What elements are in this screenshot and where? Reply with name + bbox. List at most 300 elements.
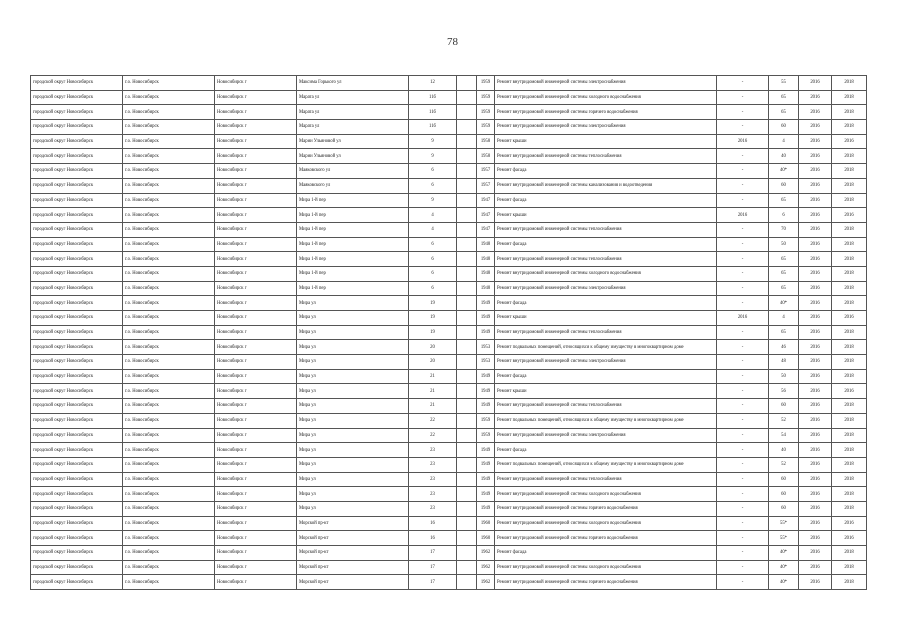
cell-spacer bbox=[457, 399, 477, 414]
cell-start-year: 2016 bbox=[799, 487, 832, 502]
cell-municipality: городской округ Новосибирск bbox=[31, 531, 123, 546]
cell-street: Маяковского ул bbox=[297, 178, 409, 193]
cell-volume: - bbox=[717, 149, 769, 164]
cell-year: 1959 bbox=[477, 120, 495, 135]
table-row bbox=[31, 325, 867, 340]
cell-year: 1958 bbox=[477, 134, 495, 149]
cell-volume: - bbox=[717, 575, 769, 590]
cell-municipality: городской округ Новосибирск bbox=[31, 575, 123, 590]
table-row bbox=[31, 120, 867, 135]
cell-start-year: 2016 bbox=[799, 252, 832, 267]
cell-settlement: г.о. Новосибирск bbox=[123, 120, 215, 135]
cell-settlement: г.о. Новосибирск bbox=[123, 457, 215, 472]
cell-municipality: городской округ Новосибирск bbox=[31, 178, 123, 193]
table-row bbox=[31, 252, 867, 267]
cell-work: Ремонт фасада bbox=[495, 546, 717, 561]
cell-year: 1962 bbox=[477, 546, 495, 561]
cell-year: 1949 bbox=[477, 457, 495, 472]
cell-volume: - bbox=[717, 340, 769, 355]
cell-work: Ремонт крыши bbox=[495, 384, 717, 399]
cell-city: Новосибирск г bbox=[215, 266, 297, 281]
table-row bbox=[31, 134, 867, 149]
cell-settlement: г.о. Новосибирск bbox=[123, 252, 215, 267]
table-row bbox=[31, 575, 867, 590]
cell-start-year: 2016 bbox=[799, 76, 832, 91]
cell-start-year: 2016 bbox=[799, 134, 832, 149]
cell-cost: 60 bbox=[769, 120, 799, 135]
cell-work: Ремонт фасада bbox=[495, 237, 717, 252]
cell-municipality: городской округ Новосибирск bbox=[31, 472, 123, 487]
cell-end-year: 2018 bbox=[832, 575, 867, 590]
cell-city: Новосибирск г bbox=[215, 384, 297, 399]
cell-city: Новосибирск г bbox=[215, 355, 297, 370]
cell-cost: 55* bbox=[769, 531, 799, 546]
cell-spacer bbox=[457, 208, 477, 223]
cell-settlement: г.о. Новосибирск bbox=[123, 164, 215, 179]
cell-start-year: 2016 bbox=[799, 531, 832, 546]
cell-year: 1958 bbox=[477, 149, 495, 164]
table-row bbox=[31, 178, 867, 193]
table-row bbox=[31, 296, 867, 311]
cell-street: Мира ул bbox=[297, 296, 409, 311]
cell-work: Ремонт крыши bbox=[495, 134, 717, 149]
cell-municipality: городской округ Новосибирск bbox=[31, 208, 123, 223]
cell-spacer bbox=[457, 560, 477, 575]
cell-work: Ремонт внутридомовой инженерной системы холодного водоснабжения bbox=[495, 487, 717, 502]
cell-house-no: 23 bbox=[409, 457, 457, 472]
cell-end-year: 2018 bbox=[832, 222, 867, 237]
cell-house-no: 16 bbox=[409, 516, 457, 531]
cell-volume: - bbox=[717, 501, 769, 516]
cell-spacer bbox=[457, 501, 477, 516]
cell-cost: 50 bbox=[769, 369, 799, 384]
cell-house-no: 23 bbox=[409, 443, 457, 458]
table-row bbox=[31, 546, 867, 561]
cell-municipality: городской округ Новосибирск bbox=[31, 546, 123, 561]
cell-year: 1949 bbox=[477, 501, 495, 516]
cell-settlement: г.о. Новосибирск bbox=[123, 222, 215, 237]
cell-municipality: городской округ Новосибирск bbox=[31, 164, 123, 179]
repair-schedule-table bbox=[30, 75, 867, 590]
cell-house-no: 4 bbox=[409, 222, 457, 237]
cell-city: Новосибирск г bbox=[215, 208, 297, 223]
cell-work: Ремонт фасада bbox=[495, 443, 717, 458]
cell-end-year: 2018 bbox=[832, 178, 867, 193]
table-row bbox=[31, 355, 867, 370]
table-row bbox=[31, 472, 867, 487]
cell-municipality: городской округ Новосибирск bbox=[31, 193, 123, 208]
cell-street: Марии Ульяновой ул bbox=[297, 134, 409, 149]
cell-cost: 60 bbox=[769, 501, 799, 516]
cell-street: Морской пр-кт bbox=[297, 531, 409, 546]
cell-spacer bbox=[457, 266, 477, 281]
cell-street: Мира ул bbox=[297, 443, 409, 458]
cell-spacer bbox=[457, 516, 477, 531]
cell-house-no: 20 bbox=[409, 340, 457, 355]
cell-cost: 65 bbox=[769, 325, 799, 340]
cell-end-year: 2018 bbox=[832, 546, 867, 561]
cell-start-year: 2016 bbox=[799, 355, 832, 370]
cell-street: Маяковского ул bbox=[297, 164, 409, 179]
cell-city: Новосибирск г bbox=[215, 575, 297, 590]
cell-settlement: г.о. Новосибирск bbox=[123, 208, 215, 223]
cell-cost: 55* bbox=[769, 516, 799, 531]
cell-house-no: 21 bbox=[409, 369, 457, 384]
cell-volume: - bbox=[717, 237, 769, 252]
cell-house-no: 19 bbox=[409, 296, 457, 311]
cell-end-year: 2018 bbox=[832, 501, 867, 516]
cell-cost: 65 bbox=[769, 105, 799, 120]
cell-settlement: г.о. Новосибирск bbox=[123, 281, 215, 296]
cell-settlement: г.о. Новосибирск bbox=[123, 105, 215, 120]
cell-house-no: 6 bbox=[409, 237, 457, 252]
cell-city: Новосибирск г bbox=[215, 457, 297, 472]
cell-settlement: г.о. Новосибирск bbox=[123, 76, 215, 91]
cell-settlement: г.о. Новосибирск bbox=[123, 90, 215, 105]
table-row bbox=[31, 149, 867, 164]
cell-municipality: городской округ Новосибирск bbox=[31, 222, 123, 237]
cell-street: Мира ул bbox=[297, 355, 409, 370]
cell-spacer bbox=[457, 90, 477, 105]
cell-start-year: 2016 bbox=[799, 413, 832, 428]
cell-settlement: г.о. Новосибирск bbox=[123, 546, 215, 561]
cell-cost: 40* bbox=[769, 575, 799, 590]
cell-work: Ремонт внутридомовой инженерной системы холодного водоснабжения bbox=[495, 516, 717, 531]
cell-cost: 50 bbox=[769, 237, 799, 252]
table-row bbox=[31, 487, 867, 502]
cell-city: Новосибирск г bbox=[215, 311, 297, 326]
cell-work: Ремонт внутридомовой инженерной системы теплоснабжения bbox=[495, 472, 717, 487]
cell-volume: - bbox=[717, 472, 769, 487]
cell-settlement: г.о. Новосибирск bbox=[123, 472, 215, 487]
cell-start-year: 2016 bbox=[799, 472, 832, 487]
cell-start-year: 2016 bbox=[799, 325, 832, 340]
cell-settlement: г.о. Новосибирск bbox=[123, 413, 215, 428]
cell-municipality: городской округ Новосибирск bbox=[31, 369, 123, 384]
cell-city: Новосибирск г bbox=[215, 325, 297, 340]
cell-start-year: 2016 bbox=[799, 384, 832, 399]
cell-municipality: городской округ Новосибирск bbox=[31, 487, 123, 502]
cell-volume: - bbox=[717, 443, 769, 458]
cell-volume: - bbox=[717, 120, 769, 135]
cell-work: Ремонт крыши bbox=[495, 311, 717, 326]
cell-city: Новосибирск г bbox=[215, 516, 297, 531]
cell-work: Ремонт внутридомовой инженерной системы теплоснабжения bbox=[495, 252, 717, 267]
cell-work: Ремонт внутридомовой инженерной системы электроснабжения bbox=[495, 428, 717, 443]
cell-city: Новосибирск г bbox=[215, 501, 297, 516]
cell-settlement: г.о. Новосибирск bbox=[123, 531, 215, 546]
cell-end-year: 2016 bbox=[832, 516, 867, 531]
cell-start-year: 2016 bbox=[799, 443, 832, 458]
cell-settlement: г.о. Новосибирск bbox=[123, 237, 215, 252]
cell-start-year: 2016 bbox=[799, 281, 832, 296]
cell-work: Ремонт внутридомовой инженерной системы горячего водоснабжения bbox=[495, 105, 717, 120]
cell-start-year: 2016 bbox=[799, 340, 832, 355]
cell-end-year: 2018 bbox=[832, 457, 867, 472]
cell-year: 1949 bbox=[477, 369, 495, 384]
cell-start-year: 2016 bbox=[799, 105, 832, 120]
table-row bbox=[31, 457, 867, 472]
cell-municipality: городской округ Новосибирск bbox=[31, 501, 123, 516]
cell-street: Мира ул bbox=[297, 399, 409, 414]
cell-city: Новосибирск г bbox=[215, 193, 297, 208]
cell-cost: 40 bbox=[769, 443, 799, 458]
cell-house-no: 22 bbox=[409, 428, 457, 443]
cell-work: Ремонт внутридомовой инженерной системы горячего водоснабжения bbox=[495, 575, 717, 590]
cell-settlement: г.о. Новосибирск bbox=[123, 443, 215, 458]
cell-street: Мира 1-й пер bbox=[297, 237, 409, 252]
cell-street: Марата ул bbox=[297, 90, 409, 105]
cell-end-year: 2018 bbox=[832, 399, 867, 414]
cell-work: Ремонт подвальных помещений, относящихся к общему имуществу в многоквартирном доме bbox=[495, 340, 717, 355]
cell-spacer bbox=[457, 193, 477, 208]
cell-year: 1959 bbox=[477, 413, 495, 428]
cell-city: Новосибирск г bbox=[215, 546, 297, 561]
table-row bbox=[31, 281, 867, 296]
cell-city: Новосибирск г bbox=[215, 560, 297, 575]
cell-start-year: 2016 bbox=[799, 178, 832, 193]
cell-city: Новосибирск г bbox=[215, 134, 297, 149]
table-row bbox=[31, 340, 867, 355]
cell-work: Ремонт внутридомовой инженерной системы холодного водоснабжения bbox=[495, 90, 717, 105]
cell-city: Новосибирск г bbox=[215, 531, 297, 546]
cell-city: Новосибирск г bbox=[215, 487, 297, 502]
cell-work: Ремонт фасада bbox=[495, 369, 717, 384]
cell-settlement: г.о. Новосибирск bbox=[123, 399, 215, 414]
cell-start-year: 2016 bbox=[799, 193, 832, 208]
table-row bbox=[31, 428, 867, 443]
cell-year: 1948 bbox=[477, 252, 495, 267]
cell-city: Новосибирск г bbox=[215, 296, 297, 311]
cell-settlement: г.о. Новосибирск bbox=[123, 560, 215, 575]
cell-house-no: 19 bbox=[409, 325, 457, 340]
cell-cost: 65 bbox=[769, 281, 799, 296]
cell-end-year: 2018 bbox=[832, 443, 867, 458]
cell-volume: - bbox=[717, 76, 769, 91]
cell-end-year: 2016 bbox=[832, 311, 867, 326]
cell-volume: - bbox=[717, 281, 769, 296]
cell-volume: - bbox=[717, 90, 769, 105]
cell-end-year: 2018 bbox=[832, 105, 867, 120]
cell-street: Мира ул bbox=[297, 428, 409, 443]
cell-municipality: городской округ Новосибирск bbox=[31, 443, 123, 458]
cell-municipality: городской округ Новосибирск bbox=[31, 384, 123, 399]
cell-settlement: г.о. Новосибирск bbox=[123, 311, 215, 326]
cell-start-year: 2016 bbox=[799, 90, 832, 105]
table-row bbox=[31, 193, 867, 208]
cell-volume: - bbox=[717, 384, 769, 399]
cell-year: 1947 bbox=[477, 222, 495, 237]
cell-city: Новосибирск г bbox=[215, 178, 297, 193]
cell-year: 1959 bbox=[477, 90, 495, 105]
cell-spacer bbox=[457, 472, 477, 487]
table-row bbox=[31, 399, 867, 414]
cell-city: Новосибирск г bbox=[215, 76, 297, 91]
cell-spacer bbox=[457, 76, 477, 91]
cell-volume: - bbox=[717, 178, 769, 193]
cell-year: 1947 bbox=[477, 208, 495, 223]
cell-city: Новосибирск г bbox=[215, 237, 297, 252]
table-body bbox=[31, 76, 867, 590]
cell-end-year: 2018 bbox=[832, 90, 867, 105]
cell-year: 1949 bbox=[477, 472, 495, 487]
cell-street: Морской пр-кт bbox=[297, 560, 409, 575]
cell-settlement: г.о. Новосибирск bbox=[123, 487, 215, 502]
cell-street: Мира ул bbox=[297, 369, 409, 384]
cell-year: 1962 bbox=[477, 575, 495, 590]
cell-street: Мира ул bbox=[297, 413, 409, 428]
cell-end-year: 2018 bbox=[832, 76, 867, 91]
cell-street: Марата ул bbox=[297, 120, 409, 135]
cell-end-year: 2018 bbox=[832, 281, 867, 296]
table-row bbox=[31, 516, 867, 531]
cell-end-year: 2018 bbox=[832, 120, 867, 135]
cell-municipality: городской округ Новосибирск bbox=[31, 105, 123, 120]
cell-spacer bbox=[457, 120, 477, 135]
table-row bbox=[31, 501, 867, 516]
cell-start-year: 2016 bbox=[799, 222, 832, 237]
cell-settlement: г.о. Новосибирск bbox=[123, 355, 215, 370]
table-row bbox=[31, 560, 867, 575]
cell-cost: 40* bbox=[769, 164, 799, 179]
table-row bbox=[31, 369, 867, 384]
cell-cost: 46 bbox=[769, 340, 799, 355]
cell-cost: 54 bbox=[769, 428, 799, 443]
cell-municipality: городской округ Новосибирск bbox=[31, 149, 123, 164]
table-row bbox=[31, 266, 867, 281]
cell-spacer bbox=[457, 149, 477, 164]
cell-work: Ремонт внутридомовой инженерной системы электроснабжения bbox=[495, 120, 717, 135]
cell-volume: - bbox=[717, 105, 769, 120]
cell-end-year: 2018 bbox=[832, 472, 867, 487]
cell-city: Новосибирск г bbox=[215, 105, 297, 120]
cell-end-year: 2018 bbox=[832, 487, 867, 502]
cell-cost: 60 bbox=[769, 487, 799, 502]
cell-settlement: г.о. Новосибирск bbox=[123, 428, 215, 443]
cell-end-year: 2018 bbox=[832, 340, 867, 355]
cell-municipality: городской округ Новосибирск bbox=[31, 516, 123, 531]
cell-settlement: г.о. Новосибирск bbox=[123, 134, 215, 149]
cell-municipality: городской округ Новосибирск bbox=[31, 428, 123, 443]
cell-cost: 56 bbox=[769, 384, 799, 399]
cell-end-year: 2018 bbox=[832, 428, 867, 443]
cell-city: Новосибирск г bbox=[215, 90, 297, 105]
table-row bbox=[31, 76, 867, 91]
cell-start-year: 2016 bbox=[799, 311, 832, 326]
cell-cost: 52 bbox=[769, 413, 799, 428]
cell-work: Ремонт внутридомовой инженерной системы электроснабжения bbox=[495, 76, 717, 91]
cell-year: 1948 bbox=[477, 237, 495, 252]
cell-cost: 4 bbox=[769, 311, 799, 326]
cell-cost: 65 bbox=[769, 266, 799, 281]
cell-spacer bbox=[457, 413, 477, 428]
cell-settlement: г.о. Новосибирск bbox=[123, 369, 215, 384]
cell-spacer bbox=[457, 443, 477, 458]
cell-street: Мира 1-й пер bbox=[297, 208, 409, 223]
cell-start-year: 2016 bbox=[799, 457, 832, 472]
cell-municipality: городской округ Новосибирск bbox=[31, 355, 123, 370]
cell-work: Ремонт крыши bbox=[495, 208, 717, 223]
cell-work: Ремонт внутридомовой инженерной системы теплоснабжения bbox=[495, 149, 717, 164]
cell-municipality: городской округ Новосибирск bbox=[31, 457, 123, 472]
cell-municipality: городской округ Новосибирск bbox=[31, 266, 123, 281]
cell-spacer bbox=[457, 164, 477, 179]
cell-work: Ремонт фасада bbox=[495, 164, 717, 179]
cell-house-no: 21 bbox=[409, 399, 457, 414]
cell-cost: 70 bbox=[769, 222, 799, 237]
cell-house-no: 6 bbox=[409, 164, 457, 179]
cell-street: Мира 1-й пер bbox=[297, 266, 409, 281]
cell-street: Мира 1-й пер bbox=[297, 193, 409, 208]
cell-house-no: 23 bbox=[409, 487, 457, 502]
cell-settlement: г.о. Новосибирск bbox=[123, 501, 215, 516]
cell-spacer bbox=[457, 355, 477, 370]
cell-year: 1962 bbox=[477, 560, 495, 575]
cell-city: Новосибирск г bbox=[215, 443, 297, 458]
cell-volume: - bbox=[717, 325, 769, 340]
cell-street: Максима Горького ул bbox=[297, 76, 409, 91]
cell-start-year: 2016 bbox=[799, 237, 832, 252]
cell-house-no: 6 bbox=[409, 178, 457, 193]
cell-year: 1959 bbox=[477, 76, 495, 91]
cell-municipality: городской округ Новосибирск bbox=[31, 560, 123, 575]
cell-year: 1948 bbox=[477, 266, 495, 281]
cell-volume: - bbox=[717, 487, 769, 502]
cell-end-year: 2018 bbox=[832, 164, 867, 179]
cell-end-year: 2016 bbox=[832, 134, 867, 149]
cell-work: Ремонт подвальных помещений, относящихся к общему имуществу в многоквартирном доме bbox=[495, 413, 717, 428]
cell-volume: - bbox=[717, 546, 769, 561]
table-row bbox=[31, 384, 867, 399]
cell-spacer bbox=[457, 296, 477, 311]
cell-year: 1949 bbox=[477, 296, 495, 311]
cell-spacer bbox=[457, 325, 477, 340]
table-row bbox=[31, 208, 867, 223]
cell-cost: 40* bbox=[769, 546, 799, 561]
table-row bbox=[31, 531, 867, 546]
cell-house-no: 6 bbox=[409, 281, 457, 296]
cell-street: Мира 1-й пер bbox=[297, 281, 409, 296]
cell-start-year: 2016 bbox=[799, 164, 832, 179]
cell-house-no: 16 bbox=[409, 531, 457, 546]
cell-street: Мира ул bbox=[297, 487, 409, 502]
cell-year: 1957 bbox=[477, 164, 495, 179]
cell-cost: 65 bbox=[769, 252, 799, 267]
cell-start-year: 2016 bbox=[799, 575, 832, 590]
cell-volume: - bbox=[717, 428, 769, 443]
cell-year: 1948 bbox=[477, 281, 495, 296]
cell-volume: - bbox=[717, 164, 769, 179]
cell-start-year: 2016 bbox=[799, 208, 832, 223]
cell-spacer bbox=[457, 487, 477, 502]
cell-cost: 60 bbox=[769, 399, 799, 414]
cell-cost: 40 bbox=[769, 149, 799, 164]
cell-house-no: 9 bbox=[409, 193, 457, 208]
cell-end-year: 2018 bbox=[832, 149, 867, 164]
cell-municipality: городской округ Новосибирск bbox=[31, 311, 123, 326]
cell-house-no: 11б bbox=[409, 90, 457, 105]
cell-street: Марата ул bbox=[297, 105, 409, 120]
cell-house-no: 20 bbox=[409, 355, 457, 370]
cell-house-no: 12 bbox=[409, 76, 457, 91]
cell-city: Новосибирск г bbox=[215, 399, 297, 414]
cell-street: Марии Ульяновой ул bbox=[297, 149, 409, 164]
cell-street: Мира ул bbox=[297, 325, 409, 340]
cell-volume: - bbox=[717, 369, 769, 384]
cell-volume: 2016 bbox=[717, 311, 769, 326]
cell-settlement: г.о. Новосибирск bbox=[123, 178, 215, 193]
cell-spacer bbox=[457, 237, 477, 252]
